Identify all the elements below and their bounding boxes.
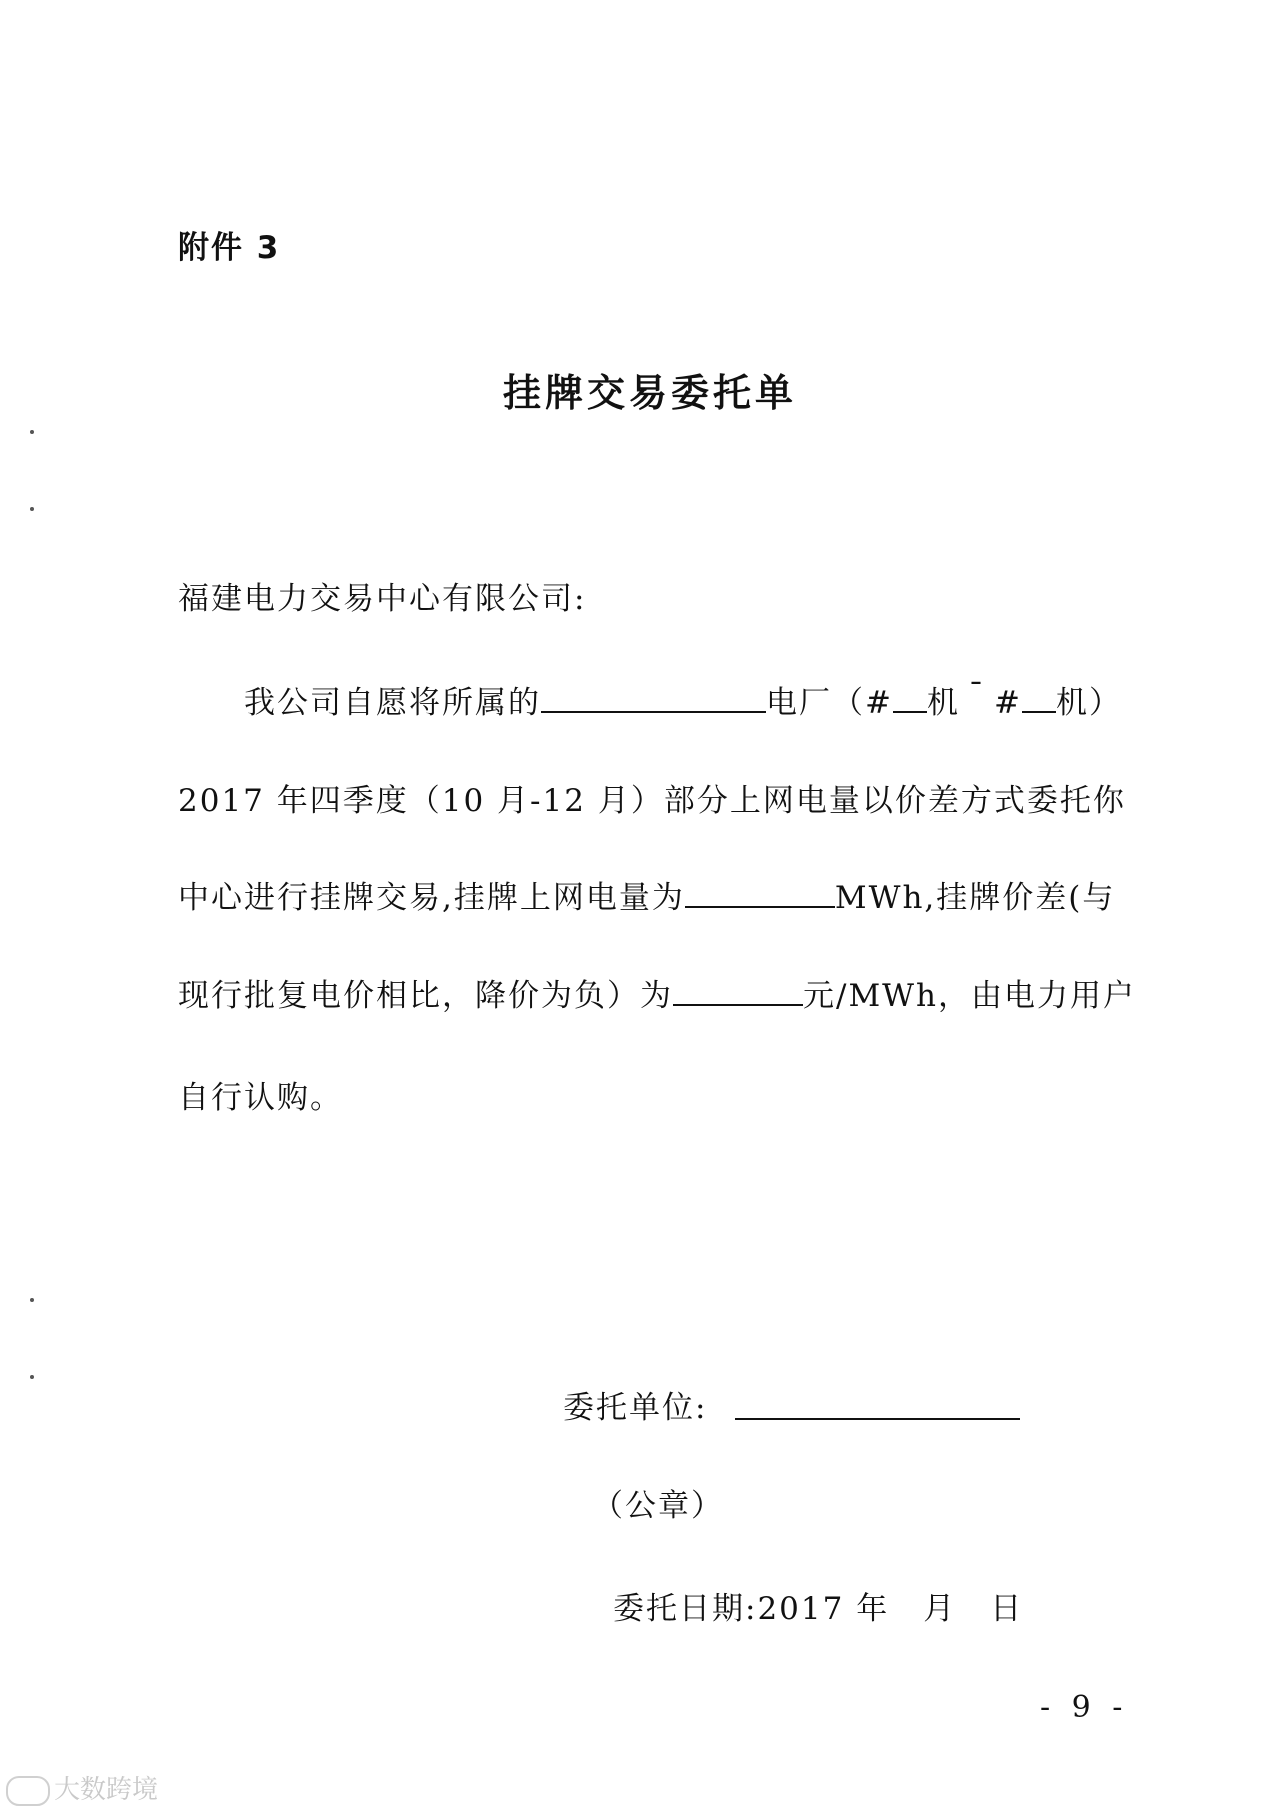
- watermark-text: 大数跨境: [54, 1775, 159, 1805]
- page-number: - 9 -: [1040, 1690, 1129, 1725]
- date-label: 委托日期:2017 年: [613, 1591, 890, 1627]
- body-line-3: [178, 872, 1115, 917]
- binding-mark: [30, 507, 34, 511]
- body-text: MWh,挂牌价差(与: [834, 880, 1116, 916]
- binding-mark: [30, 1375, 34, 1379]
- entrusting-unit-blank[interactable]: [735, 1418, 1020, 1420]
- tilde-mark: ¯: [968, 677, 986, 713]
- entrusting-unit-label: 委托单位:: [563, 1390, 708, 1426]
- unit-start-blank[interactable]: [893, 680, 927, 713]
- body-line-2: 2017 年四季度（10 月-12 月）部分上网电量以价差方式委托你: [178, 783, 1126, 819]
- price-spread-blank[interactable]: [673, 973, 803, 1006]
- power-plant-blank[interactable]: [541, 680, 766, 713]
- body-text: 中心进行挂牌交易,挂牌上网电量为: [178, 880, 685, 916]
- entrust-date: [613, 1583, 1023, 1628]
- listing-volume-blank[interactable]: [685, 875, 835, 908]
- body-line-4: [178, 970, 1136, 1015]
- body-text: 我公司自愿将所属的: [244, 685, 541, 721]
- day-label: 日: [990, 1591, 1024, 1627]
- body-line-1: [244, 677, 1122, 722]
- month-label: 月: [923, 1591, 957, 1627]
- body-text: #: [993, 685, 1022, 721]
- body-text: 现行批复电价相比，降价为负）为: [178, 978, 673, 1014]
- seal-label: （公章）: [592, 1488, 724, 1524]
- watermark: [6, 1769, 158, 1806]
- unit-end-blank[interactable]: [1022, 680, 1056, 713]
- body-line-5: 自行认购。: [178, 1080, 343, 1116]
- body-text: 机）: [1055, 685, 1122, 721]
- document-title: 挂牌交易委托单: [502, 370, 797, 415]
- addressee: 福建电力交易中心有限公司:: [178, 581, 587, 617]
- body-text: 元/MWh，由电力用户: [803, 978, 1137, 1014]
- body-text: 电厂（#: [766, 685, 893, 721]
- binding-mark: [30, 430, 34, 434]
- body-text: 机: [926, 685, 960, 721]
- watermark-logo-icon: [6, 1776, 50, 1806]
- binding-mark: [30, 1298, 34, 1302]
- attachment-label: 附件 3: [178, 230, 281, 266]
